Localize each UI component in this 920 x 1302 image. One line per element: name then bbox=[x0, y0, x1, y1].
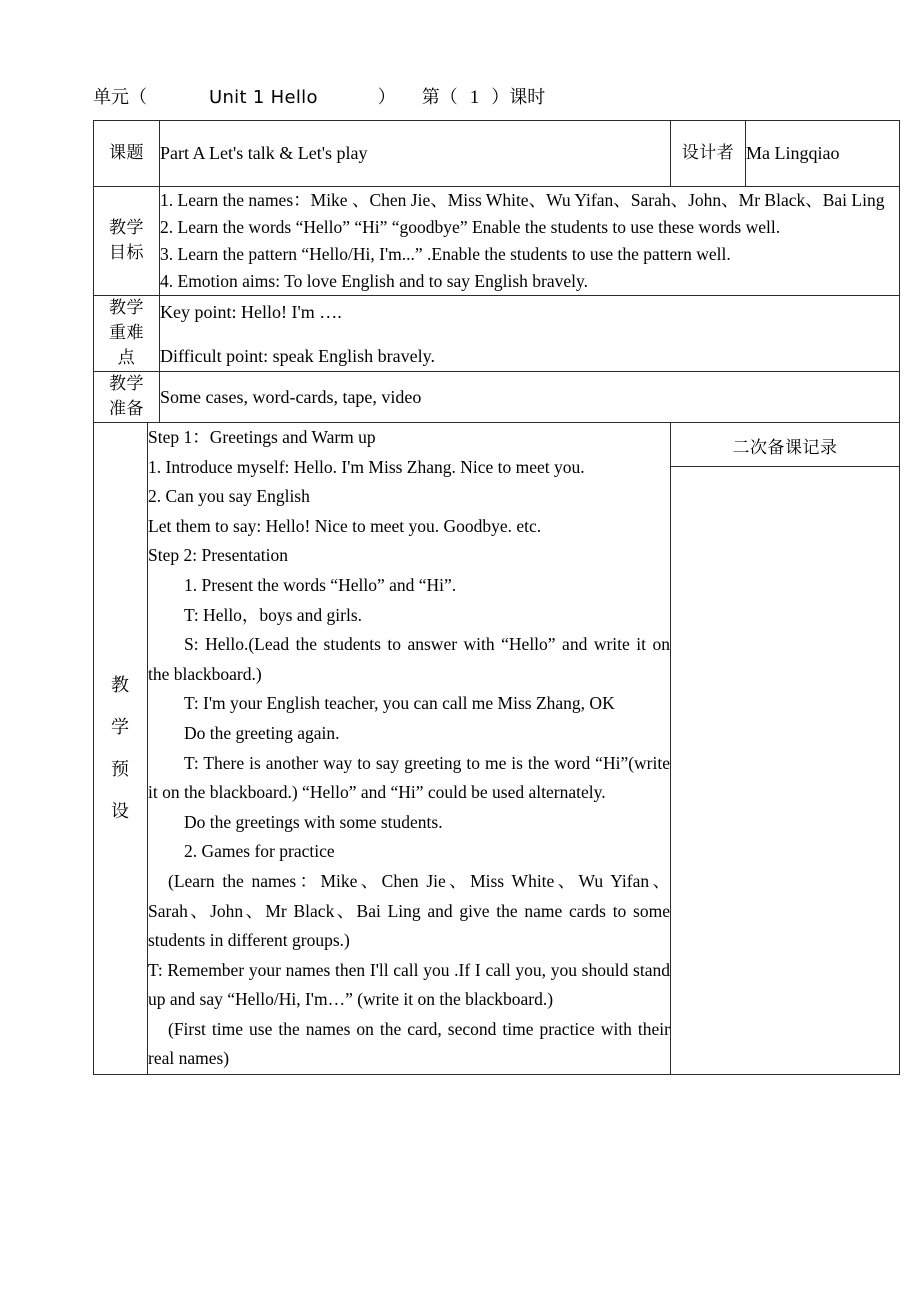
objective-item-3: 3. Learn the pattern “Hello/Hi, I'm...” .Enable the students to use the pattern well. bbox=[160, 244, 731, 264]
notes-column bbox=[671, 423, 900, 1075]
step-line-6: 1. Present the words “Hello” and “Hi”. bbox=[184, 574, 457, 595]
period-number: 1 bbox=[469, 87, 480, 108]
document-header bbox=[93, 82, 833, 114]
objective-item-1: 1. Learn the names：Mike 、Chen Jie、Miss White、Wu Yifan、Sarah、John、Mr Black、Bai Ling bbox=[160, 190, 885, 210]
topic-label: 课题 bbox=[94, 121, 160, 187]
objectives-value bbox=[160, 187, 900, 296]
unit-label: 单元（ bbox=[93, 87, 147, 108]
design-label-char2: 学 bbox=[111, 716, 130, 738]
designer-label: 设计者 bbox=[671, 121, 746, 187]
table-row-keypoints bbox=[94, 296, 900, 372]
keypoints-label bbox=[94, 296, 160, 372]
design-label-char3: 预 bbox=[111, 758, 130, 780]
table-row-preparation bbox=[94, 372, 900, 423]
step-line-8: S: Hello.(Lead the students to answer with “Hello” and write it on the blackboard.) bbox=[148, 634, 670, 684]
keypoints-label-line2: 重难 bbox=[109, 323, 144, 343]
keypoint-item-2: Difficult point: speak English bravely. bbox=[160, 345, 435, 366]
preparation-label-line2: 准备 bbox=[109, 399, 144, 419]
objectives-label-line1: 教学 bbox=[109, 218, 144, 238]
preparation-value: Some cases, word-cards, tape, video bbox=[160, 372, 900, 423]
unit-close-paren: ） bbox=[377, 87, 396, 108]
step-line-10: Do the greeting again. bbox=[184, 722, 340, 743]
keypoints-label-line3: 点 bbox=[117, 348, 136, 368]
design-label-char1: 教 bbox=[111, 674, 130, 696]
keypoint-item-1: Key point: Hello! I'm …. bbox=[160, 301, 342, 322]
objective-item-4: 4. Emotion aims: To love English and to say English bravely. bbox=[160, 271, 588, 291]
objectives-label bbox=[94, 187, 160, 296]
step-line-11: T: There is another way to say greeting to me is the word “Hi”(write it on the blackboard.) “Hello” and “Hi” could be used alternately. bbox=[148, 752, 670, 803]
keypoints-label-line1: 教学 bbox=[109, 298, 144, 318]
step-line-9: T: I'm your English teacher, you can call me Miss Zhang, OK bbox=[184, 693, 615, 714]
table-row-topic bbox=[94, 121, 900, 187]
notes-body[interactable] bbox=[671, 467, 899, 1067]
step-line-7: T: Hello，boys and girls. bbox=[184, 604, 362, 625]
design-steps bbox=[148, 423, 671, 1075]
step-line-15: T: Remember your names then I'll call you .If I call you, you should stand up and say “Hello/Hi, I'm…” (write it on the blackboard.) bbox=[148, 959, 670, 1010]
step-line-5: Step 2: Presentation bbox=[148, 545, 288, 566]
design-label bbox=[94, 423, 148, 1075]
table-row-objectives bbox=[94, 187, 900, 296]
preparation-label-line1: 教学 bbox=[109, 374, 144, 394]
notes-header: 二次备课记录 bbox=[671, 430, 899, 467]
topic-value: Part A Let's talk & Let's play bbox=[160, 121, 671, 187]
step-line-2: 1. Introduce myself: Hello. I'm Miss Zhang. Nice to meet you. bbox=[148, 456, 585, 477]
step-line-4: Let them to say: Hello! Nice to meet you. Goodbye. etc. bbox=[148, 515, 542, 536]
objective-item-2: 2. Learn the words “Hello” “Hi” “goodbye” Enable the students to use these words well. bbox=[160, 217, 781, 237]
step-line-14: (Learn the names：Mike、Chen Jie、Miss White、Wu Yifan、Sarah、John、Mr Black、Bai Ling and give the name cards to some students in different groups.) bbox=[148, 870, 670, 951]
preparation-label bbox=[94, 372, 160, 423]
period-close: ）课时 bbox=[491, 87, 546, 108]
design-label-char4: 设 bbox=[111, 800, 130, 822]
step-line-16: (First time use the names on the card, second time practice with their real names) bbox=[148, 1018, 670, 1069]
step-line-1: Step 1：Greetings and Warm up bbox=[148, 427, 376, 447]
keypoints-value bbox=[160, 296, 900, 372]
step-line-12: Do the greetings with some students. bbox=[184, 811, 443, 832]
designer-value: Ma Lingqiao bbox=[746, 121, 900, 187]
notes-inner bbox=[671, 430, 899, 1067]
period-label: 第（ bbox=[421, 87, 458, 108]
table-row-design bbox=[94, 423, 900, 1075]
step-line-3: 2. Can you say English bbox=[148, 486, 310, 507]
objectives-label-line2: 目标 bbox=[109, 243, 144, 263]
lesson-plan-table bbox=[93, 120, 900, 1075]
unit-name: Unit 1 Hello bbox=[209, 87, 318, 108]
step-line-13: 2. Games for practice bbox=[184, 841, 335, 862]
